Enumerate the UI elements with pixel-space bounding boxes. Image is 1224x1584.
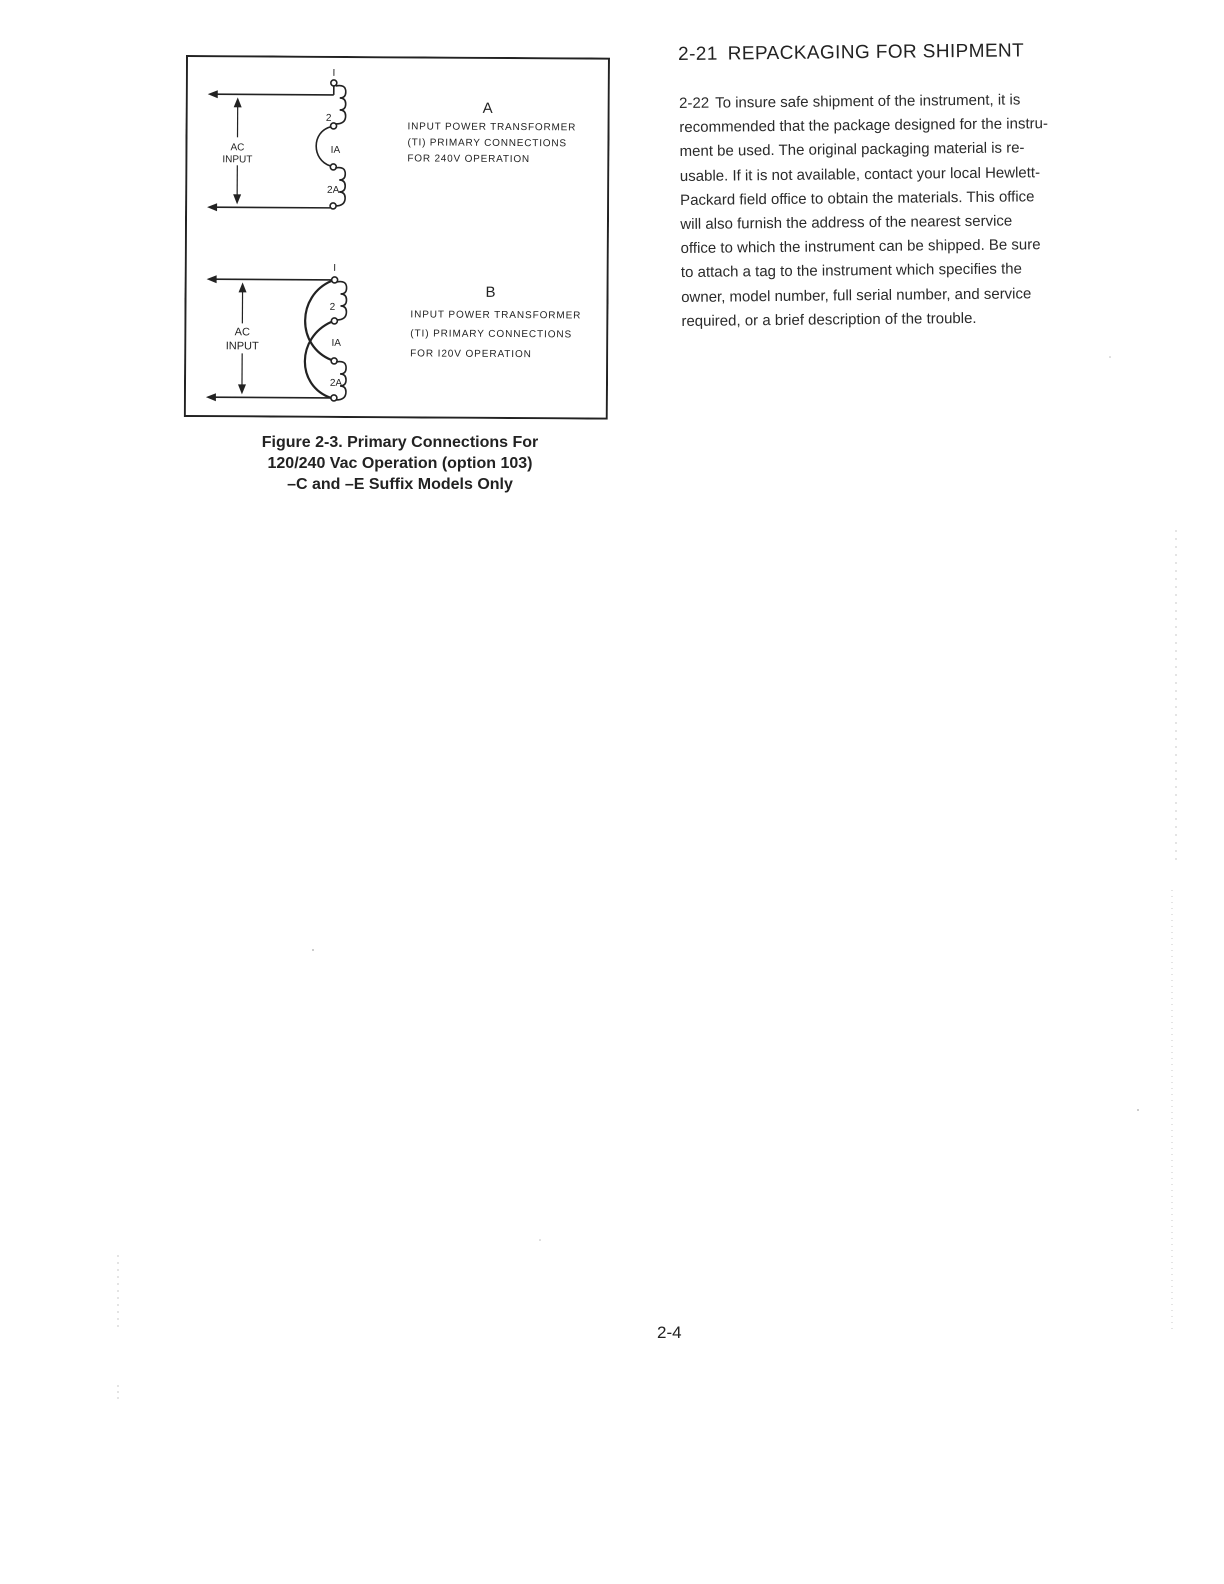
- paragraph-line: owner, model number, full serial number, and service: [681, 284, 1032, 306]
- page-number: 2-4: [657, 1323, 682, 1342]
- panel-a-terminal-label-1a: IA: [330, 144, 341, 156]
- panel-b-desc-line-2: (TI) PRIMARY CONNECTIONS: [410, 328, 573, 341]
- paragraph-line: office to which the instrument can be shipped. Be sure: [680, 236, 1041, 258]
- section-heading: [678, 40, 1024, 66]
- terminal-b-2a: [331, 395, 337, 401]
- panel-b-top-lead: [213, 279, 335, 280]
- panel-a-top-lead: [214, 94, 334, 95]
- panel-a-bottom-arrow: [207, 203, 217, 211]
- panel-a-desc-line-3: FOR 240V OPERATION: [407, 153, 530, 166]
- panel-b-bottom-lead: [212, 397, 331, 398]
- terminal-b-2: [331, 318, 337, 324]
- panel-b-terminal-label-1a: IA: [331, 337, 342, 349]
- paragraph-line: ment be used. The original packaging material is re-: [679, 139, 1025, 161]
- panel-a-side-label-1: AC: [230, 142, 245, 154]
- paragraph-line: to attach a tag to the instrument which specifies the: [680, 260, 1022, 282]
- panel-a-schematic: [207, 79, 346, 212]
- paragraph-line-text: To insure safe shipment of the instrument, it is: [715, 91, 1021, 112]
- panel-a-top-arrow: [208, 90, 218, 98]
- panel-b-terminal-label-1: I: [333, 262, 337, 274]
- terminal-a-1: [331, 80, 337, 86]
- figure-caption-line-1: Figure 2-3. Primary Connections For: [261, 434, 539, 451]
- panel-a-terminal-label-2a: 2A: [327, 184, 340, 196]
- figure-caption-line-2: 120/240 Vac Operation (option 103): [267, 455, 533, 472]
- primary-connections-schematic: [184, 55, 610, 420]
- paragraph-line: usable. If it is not available, contact your local Hewlett-: [679, 163, 1041, 185]
- panel-b-bottom-arrow: [206, 393, 216, 401]
- panel-a-desc-line-2: (TI) PRIMARY CONNECTIONS: [407, 137, 567, 150]
- panel-b-side-label-1: AC: [234, 326, 250, 339]
- panel-b-letter: B: [485, 283, 496, 301]
- panel-b-schematic: [206, 275, 347, 402]
- panel-b-terminal-label-2a: 2A: [329, 377, 343, 389]
- terminal-a-2a: [330, 203, 336, 209]
- panel-b-coil-1: [336, 282, 346, 320]
- panel-b-top-arrow: [207, 275, 217, 283]
- paragraph-line: Packard field office to obtain the materials. This office: [680, 188, 1035, 209]
- figure-caption: [220, 432, 580, 495]
- paragraph-line: required, or a brief description of the trouble.: [681, 309, 977, 330]
- panel-b-desc-line-3: FOR I20V OPERATION: [410, 348, 532, 361]
- panel-a-jumper: [316, 127, 330, 166]
- panel-b-side-label-2: INPUT: [225, 340, 259, 353]
- panel-a-bottom-lead: [213, 207, 330, 208]
- figure-caption-line-3: –C and –E Suffix Models Only: [287, 476, 513, 493]
- terminal-a-2: [331, 123, 337, 129]
- section-number: 2-21: [678, 43, 718, 65]
- panel-a-terminal-label-1: I: [332, 67, 336, 79]
- paragraph-number: 2-22: [679, 94, 710, 112]
- panel-b-desc-line-1: INPUT POWER TRANSFORMER: [410, 309, 582, 322]
- paragraph-line: will also furnish the address of the nearest service: [680, 212, 1013, 234]
- terminal-a-1a: [330, 164, 336, 170]
- panel-a-terminal-label-2: 2: [325, 112, 332, 124]
- figure-frame: [185, 56, 609, 419]
- paragraph-line: recommended that the package designed for the instru-: [679, 115, 1049, 137]
- panel-b-jumper-2: [305, 322, 332, 398]
- body-paragraph: [679, 87, 1122, 334]
- panel-b-jumper-1: [305, 281, 332, 360]
- panel-b-terminal-label-2: 2: [329, 301, 336, 313]
- figure-2-3: [184, 55, 610, 420]
- panel-a-letter: A: [482, 99, 493, 117]
- terminal-b-1a: [331, 358, 337, 364]
- panel-a-coil-1: [336, 86, 346, 124]
- panel-a-desc-line-1: INPUT POWER TRANSFORMER: [407, 121, 577, 134]
- panel-a-side-label-2: INPUT: [222, 154, 253, 166]
- section-title: REPACKAGING FOR SHIPMENT: [727, 40, 1025, 65]
